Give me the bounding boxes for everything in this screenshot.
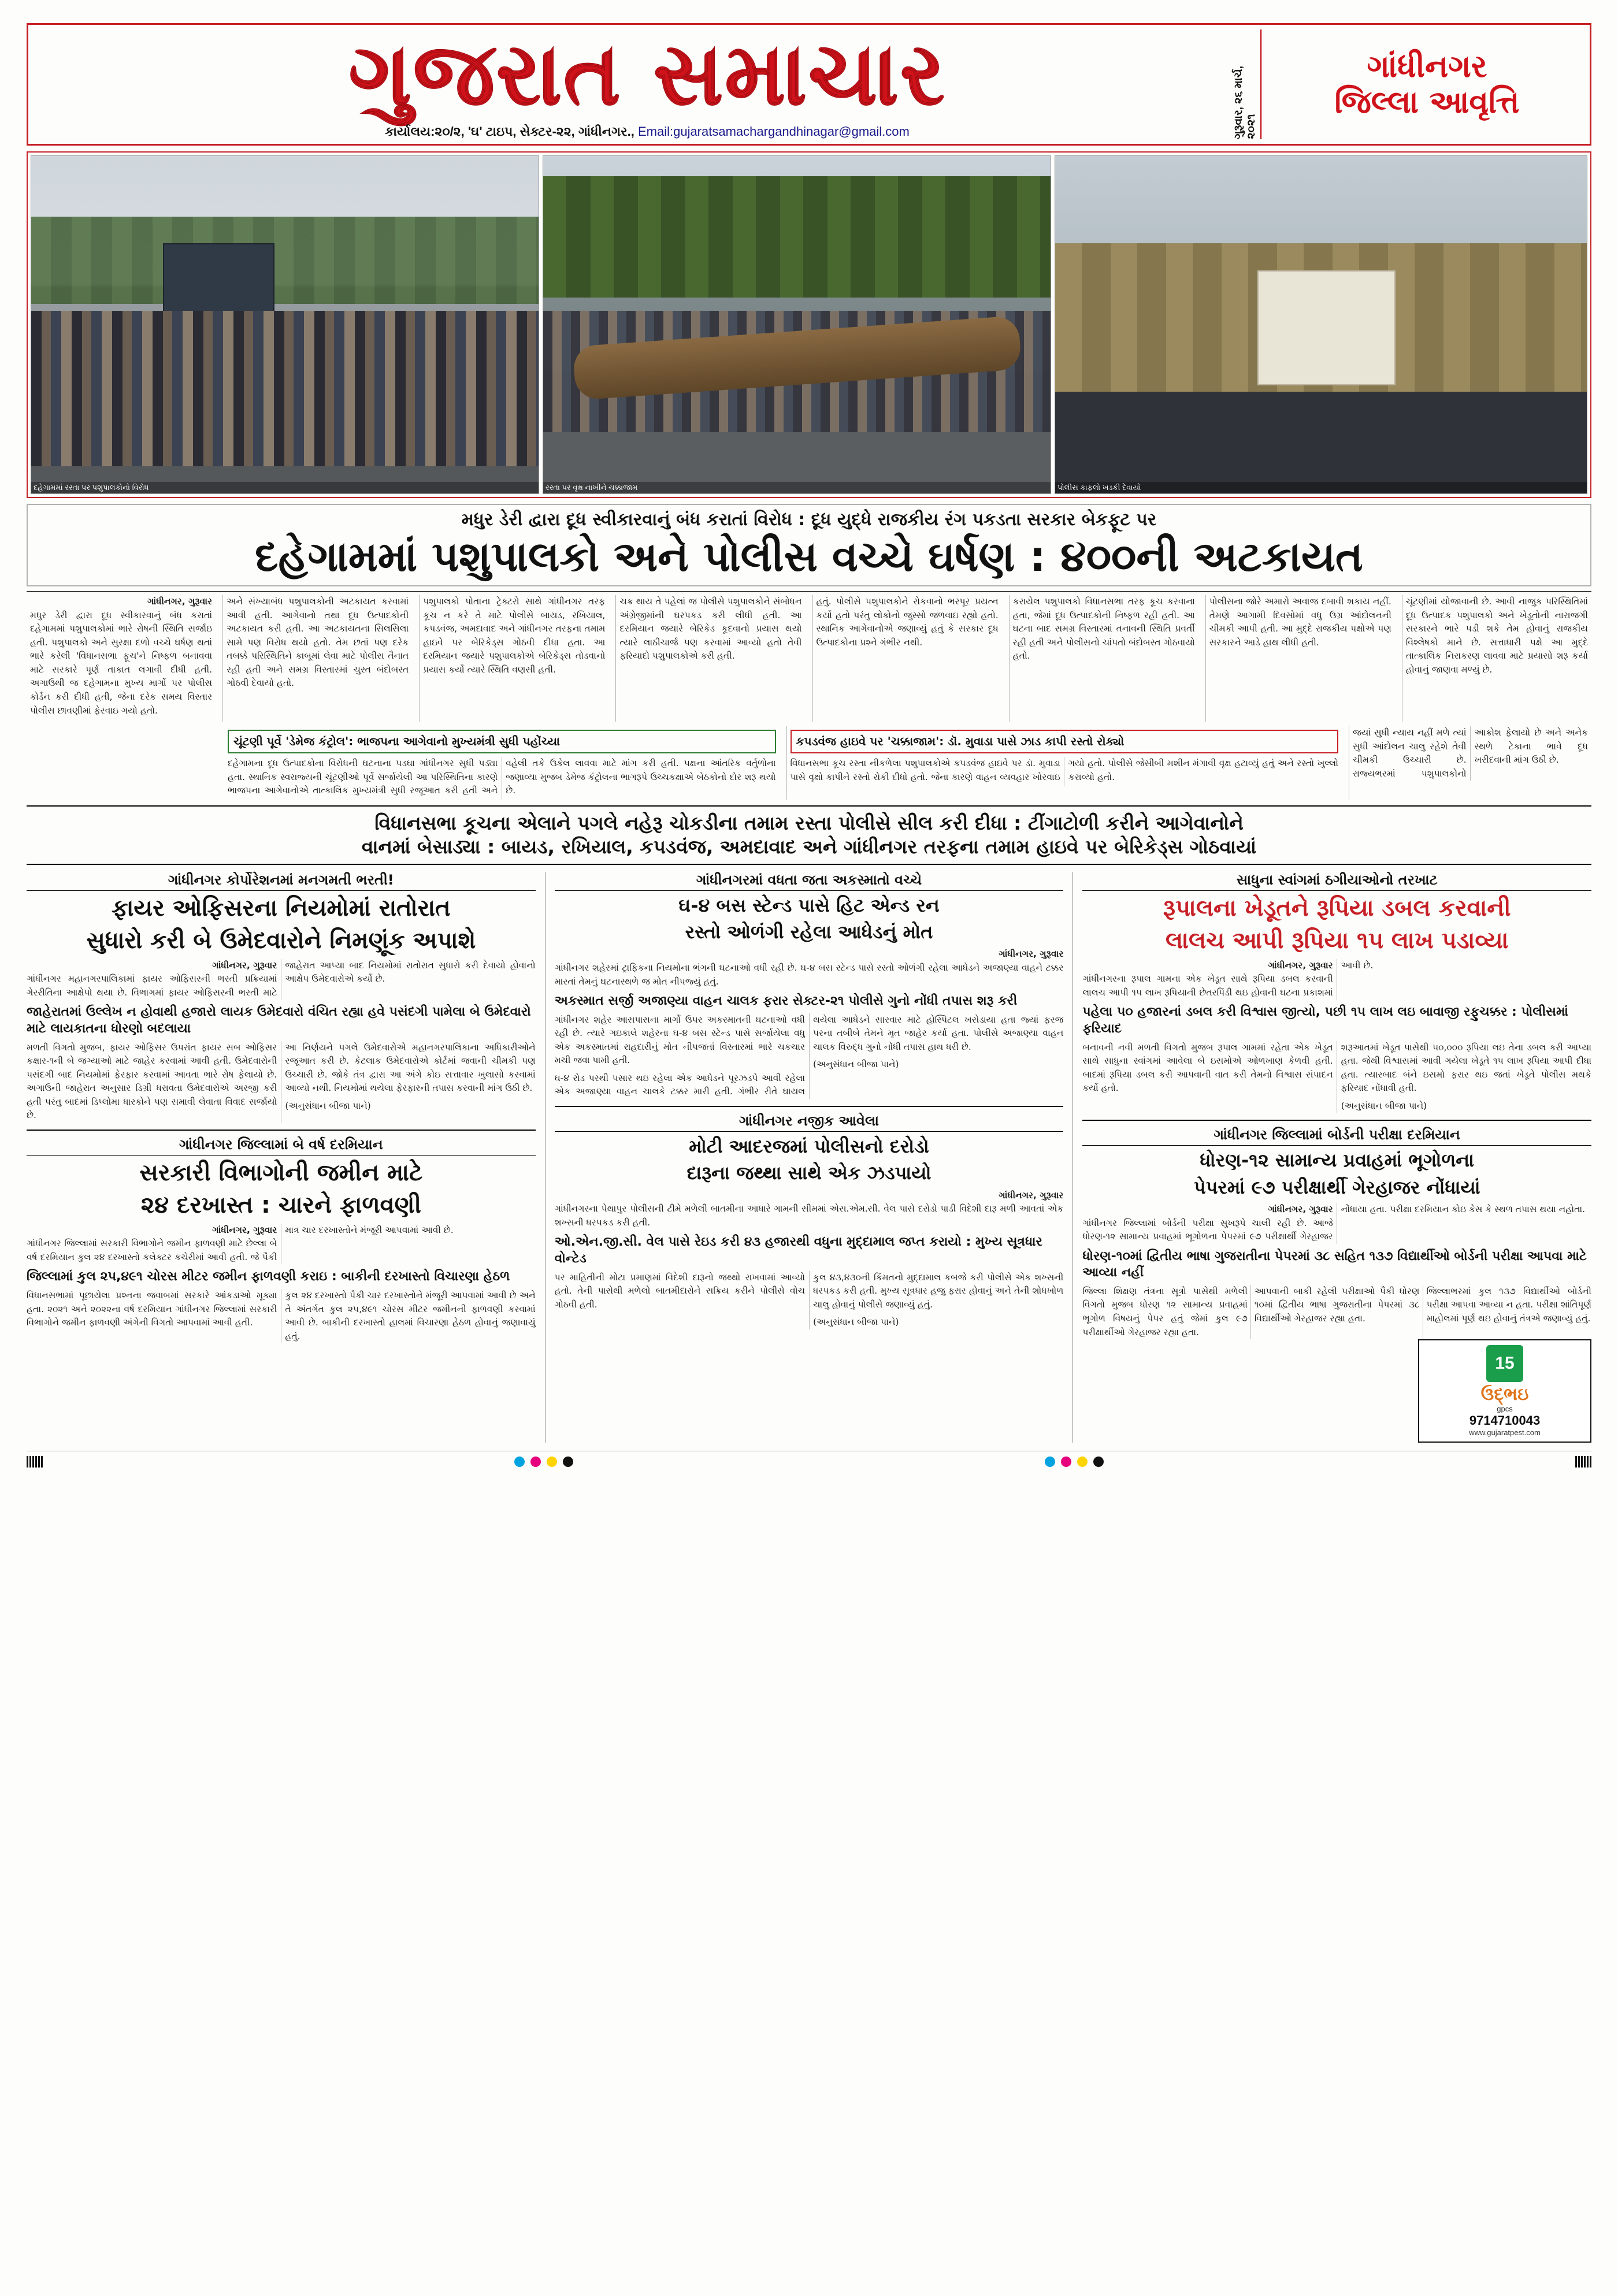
inset-chakkajam-text [791, 757, 1339, 786]
inset-ballot-box [228, 730, 776, 753]
article-subhead: જાહેરાતમાં ઉલ્લેખ ન હોવાથી હજારો લાયક ઉમેદવારો વંચિત રહ્યા હવે પસંદગી પામેલા બે ઉમેદવારો માટે લાયકાતના ધોરણો બદલાયા [27, 1005, 531, 1036]
inset-chakkajam [786, 726, 1342, 800]
article-liquor-raid [555, 1113, 1064, 1329]
article-subhead: અકસ્માત સર્જી અજાણ્યા વાહન ચાલક ફરાર સેક્ટર-૨૧ પોલીસે ગુનો નોંધી તપાસ શરૂ કરી [554, 994, 1018, 1009]
paragraph: જિલ્લા શિક્ષણ તંત્રના સૂત્રો પાસેથી મળેલી વિગતો મુજબ ધોરણ ૧૨ સામાન્ય પ્રવાહમાં ભૂગોળ વિષયનું પેપર હતું જેમાં કુલ ૯૭ પરીક્ષાર્થીઓ ગેરહાજર રહ્યા હતા. [1082, 1286, 1248, 1338]
paragraph: ચક્ર થાય તે પહેલાં જ પોલીસે પશુપાલકોને સંબોધન અંગ્રેજીમાંની ઘરપકડ કરી લીધી હતી. આ દરમિયાન જયારે બેરિકેડ કૂદવાનો પ્રયાસ થયો ત્યારે લાઠીચાર્જ પણ કરવામાં આવ્યો હતો તેવી ફરિયાદો પશુપાલકોએ કરી હતી. [619, 596, 802, 662]
article-intro [27, 959, 536, 1000]
lead-col-8-text [1406, 595, 1588, 677]
paragraph: ગાંધીનગર શહેર આસપાસના માર્ગો ઉપર અકસ્માતની ઘટનાઓ વધી રહી છે. ત્યારે ગઇકાલે શહેરના ઘ-૪ બસ સ્ટેન્ડ પાસે સર્જાયેલા વધુ એક અકસ્માતમાં રાહદારીનું મોત નીપજતાં વિસ્તારમાં ભારે ચકચાર મચી જવા પામી હતી. [554, 1014, 805, 1066]
inset-spacer-left [27, 726, 217, 800]
office-address: કાર્યાલય:૨૦/૨, 'ઘ' ટાઇપ, સેક્ટર-૨૨, ગાંધીનગર., [385, 124, 634, 139]
paragraph: ઘ-૪ રોડ પરથી પસાર થઇ રહેલા એક આધેડને પૂરઝડપે આવી રહેલા એક અજાણ્યા વાહન ચાલકે ટક્કર મારી હતી. ગંભીર રીતે ઘાયલ થયેલા આધેડને સારવાર માટે હોસ્પિટલ ખસેડાયા હતા જ્યાં ફરજ પરના તબીબે તેમને મૃત જાહેર કર્યા હતા. પોલીસે અજાણ્યા વાહન ચાલક વિરુદ્ધ ગુનો નોંધી તપાસ હાથ ધરી છે. [554, 1014, 1064, 1097]
lead-col-1 [27, 595, 216, 722]
lead-col-3 [419, 595, 608, 722]
paragraph: હતું. પોલીસે પશુપાલકોને રોકવાનો ભરપૂર પ્રયત્ન કર્યો હતો પરંતુ લોકોનો જુસ્સો જળવાઇ રહ્યો હતો. સ્થાનિક આગેવાનોએ જણાવ્યું હતું કે સરકાર દૂધ ઉત્પાદકોના પ્રશ્ને ગંભીર નથી. [816, 596, 999, 648]
magenta-dot [530, 1457, 541, 1467]
black-dot [1093, 1457, 1104, 1467]
masthead [27, 23, 1591, 146]
article-subhead: ધોરણ-૧૦માં દ્વિતીય ભાષા ગુજરાતીના પેપરમાં ૩૮ સહિત ૧૩૭ વિદ્યાર્થીઓ બોર્ડની પરીક્ષા આપવા માટે આવ્યા નહીં [1082, 1249, 1587, 1280]
ad-brand-name: ઉદ્ભઇ [1480, 1384, 1529, 1405]
color-registration-dots [514, 1457, 573, 1467]
ad-phone-number[interactable]: 9714710043 [1469, 1413, 1541, 1428]
inset-chakkajam-head: કપડવંજ હાઇવે પર 'ચક્કાજામ': ડૉ. મુવાડા પાસે ઝાડ કાપી રસ્તો રોક્યો [796, 734, 1125, 749]
yellow-dot [1077, 1457, 1088, 1467]
article-headline-line2: લાલચ આપી રૂપિયા ૧૫ લાખ પડાવ્યા [1165, 927, 1509, 954]
photo-caption: રસ્તા પર વૃક્ષ નાખીને ચક્કાજામ [543, 482, 1051, 493]
paragraph: ગાંધીનગર જિલ્લામાં સરકારી વિભાગોને જમીન ફાળવણી માટે છેલ્લા બે વર્ષ દરમિયાન કુલ ૨૪ દરખાસ્તો કલેક્ટર કચેરીમાં આવી હતી. જે પૈકી માત્ર ચાર દરખાસ્તોને મંજૂરી આપવામાં આવી છે. [27, 1224, 454, 1262]
paragraph: દહેગામના દૂધ ઉત્પાદકોના વિરોધની ઘટનાના પડઘા ગાંધીનગર સુધી પડ્યા હતા. સ્થાનિક સ્વરાજ્યની ચૂંટણીઓ પૂર્વે સર્જાયેલી આ પરિસ્થિતિના કારણે ભાજપના આગેવાનોએ તાત્કાલિક મુખ્યમંત્રી સુધી રજૂઆત કરી હતી અને વહેલી તકે ઉકેલ લાવવા માટે માંગ કરી હતી. પક્ષના આંતરિક વર્તુળોના જણાવ્યા મુજબ ડેમેજ કંટ્રોલના ભાગરૂપે ઉચ્ચકક્ષાએ બેઠકોનો દોર શરૂ થયો છે. [228, 758, 776, 796]
article-headline-line2: રસ્તો ઓળંગી રહેલા આધેડનું મોત [685, 921, 933, 943]
lead-col-1-text [30, 595, 212, 718]
jump-line: (અનુસંધાન બીજા પાને) [1341, 1100, 1427, 1111]
paragraph: ગાંધીનગરના પેથાપુર પોલીસની ટીમે મળેલી બાતમીના આધારે ગામની સીમમાં એસ.એમ.સી. વેલ પાસે દરોડો પાડી વિદેશી દારૂ મળી આવતાં એક શખ્સની ધરપકડ કરી હતી. [554, 1203, 1064, 1228]
dateline: ગાંધીનગર, ગુરૂવાર [212, 1224, 277, 1235]
divider [27, 591, 1591, 592]
advertisement[interactable] [1418, 1339, 1591, 1443]
article-kicker: ગાંધીનગર જિલ્લામાં બે વર્ષ દરમિયાન [27, 1136, 536, 1156]
paragraph: આ નિર્ણયને પગલે ઉમેદવારોએ મહાનગરપાલિકાના અધિકારીઓને રજૂઆત કરી છે. કેટલાક ઉમેદવારોએ કોર્ટમાં જવાની ચીમકી પણ ઉચ્ચારી છે. જોકે તંત્ર દ્વારા આ અંગે કોઇ સત્તાવાર ખુલાસો કરવામાં આવ્યો નથી. નિયમોમાં થયેલા ફેરફારની તપાસ કરવાની માંગ ઉઠી છે. [285, 1042, 536, 1094]
lead-col-8 [1402, 595, 1591, 722]
article-body [1082, 1041, 1591, 1113]
paragraph: કરાયેલ પશુપાલકો વિધાનસભા તરફ કૂચ કરવાના હતા, જેમાં દૂધ ઉત્પાદકોની નિષ્ફળ રહી હતી. આ ઘટના બાદ સમગ્ર વિસ્તારમાં તનાવની સ્થિતિ પ્રવર્તી રહી હતી અને પોલીસનો ચાંપતો બંદોબસ્ત ગોઠવાયો હતો. [1012, 596, 1195, 662]
lead-col-2-text [227, 595, 409, 690]
paragraph: ગાંધીનગર જિલ્લામાં બોર્ડની પરીક્ષા સુખરૂપે ચાલી રહી છે. આજે ધોરણ-૧૨ સામાન્ય પ્રવાહમાં ભૂગોળના પેપરમાં ૯૭ પરીક્ષાર્થી ગેરહાજર નોંધાયા હતા. પરીક્ષા દરમિયાન કોઇ કેસ કે સ્થળ તપાસ થયા નહોતા. [1082, 1204, 1586, 1242]
jump-line: (અનુસંધાન બીજા પાને) [813, 1059, 899, 1070]
protest-photo [31, 155, 539, 494]
dateline: ગાંધીનગર, ગુરૂવાર [212, 960, 277, 971]
article-kicker: સાધુના સ્વાંગમાં ઠગીયાઓનો તરખાટ [1082, 872, 1591, 891]
paragraph: શરૂઆતમાં ખેડૂત પાસેથી ૫૦,૦૦૦ રૂપિયા લઇ તેના ડબલ કરી આપ્યા હતા. જેથી વિશ્વાસમાં આવી ગયેલા ખેડૂતે ૧૫ લાખ રૂપિયા આપી દીધા હતા. ત્યારબાદ બંને ઇસમો ફરાર થઇ જતાં ખેડૂતે પોલીસ મથકે ફરિયાદ નોંધાવી હતી. [1341, 1042, 1591, 1094]
inset-ballot-head: ચૂંટણી પૂર્વે 'ડેમેજ કંટ્રોલ': ભાજપના આગેવાનો મુખ્યમંત્રી સુધી પહોંચ્યા [233, 734, 560, 749]
article-headline-line1: મોટી આદરજમાં પોલીસનો દરોડો [689, 1135, 929, 1157]
lead-col-7 [1205, 595, 1395, 722]
article-land-allotment [27, 1136, 536, 1343]
dateline: ગાંધીનગર, ગુરૂવાર [999, 1190, 1064, 1201]
inset-ballot-control [224, 726, 780, 800]
photo-caption: પોલીસ કાફલો ખડકી દેવાયો [1055, 482, 1587, 493]
dateline: ગાંધીનગર, ગુરૂવાર [1268, 960, 1333, 971]
masthead-office-line [385, 124, 910, 139]
divider [1082, 1120, 1591, 1121]
secondary-banner-line2: વાનમાં બેસાડ્યા : બાયડ, રખિયાલ, કપડવંજ, અમદાવાદ અને ગાંધીનગર તરફના તમામ હાઇવે પર બેરિકેડ્સ ગોઠવાયાં [361, 835, 1257, 859]
article-headline-line1: રૂપાલના ખેડૂતને રૂપિયા ડબલ કરવાની [1163, 894, 1511, 922]
page-footer [27, 1451, 1591, 1467]
paragraph: પશુપાલકો પોતાના ટ્રેક્ટરો સાથે ગાંધીનગર તરફ કૂચ ન કરે તે માટે પોલીસે બાયડ, રખિયાલ, કપડવંજ, અમદાવાદ અને ગાંધીનગર તરફના તમામ હાઇવે પર બેરિકેડ્સ ગોઠવી દીધા હતા. આ દરમિયાન જયારે પશુપાલકોએ બેરિકેડ્સ તોડવાનો પ્રયાસ કર્યો ત્યારે સ્થિતિ વણસી હતી. [423, 596, 606, 675]
article-body [27, 1289, 536, 1343]
article-subhead: જિલ્લામાં કુલ ૨૫,૪૯૧ ચોરસ મીટર જમીન ફાળવણી કરાઇ : બાકીની દરખાસ્તો વિચારણા હેઠળ [27, 1269, 510, 1284]
edition-label: જિલ્લા આવૃત્તિ [1334, 83, 1520, 120]
edition-city: ગાંધીનગર [1367, 47, 1487, 84]
article-subhead: ઓ.એન.જી.સી. વેલ પાસે રેઇડ કરી ૪૩ હજારથી વધુના મુદ્દામાલ જપ્ત કરાયો : મુખ્ય સૂત્રધાર વોન્ટેડ [554, 1235, 1042, 1266]
paragraph: વિધાનસભા કૂચ રસ્તા નીકળેલા પશુપાલકોએ કપડવંજ હાઇવે પર ડૉ. મુવાડા પાસે વૃક્ષો કાપીને રસ્તો રોકી દીધો હતો. જેના કારણે વાહન વ્યવહાર ખોરવાઇ ગયો હતો. પોલીસે જેસીબી મશીન મંગાવી વૃક્ષ હટાવ્યું હતું અને રસ્તો ખુલ્લો કરાવ્યો હતો. [790, 758, 1338, 782]
secondary-banner [27, 805, 1591, 865]
magenta-dot [1061, 1457, 1071, 1467]
article-subhead: પહેલા ૫૦ હજારનાં ડબલ કરી વિશ્વાસ જીત્યો, પછી ૧૫ લાખ લઇ બાવાજી રફુચક્કર : પોલીસમાં ફરિયાદ [1082, 1005, 1568, 1036]
article-intro [27, 1224, 536, 1265]
article-intro [555, 948, 1064, 989]
dateline: ગાંધીનગર, ગુરૂવાર [147, 596, 213, 607]
newspaper-title: ગુજરાત સમાચાર [348, 24, 946, 125]
article-headline-line2: દારૂના જથ્થા સાથે એક ઝડપાયો [686, 1162, 932, 1184]
cyan-dot [1045, 1457, 1055, 1467]
lead-col-4-text [619, 595, 801, 663]
article-headline-line1: ઘ-૪ બસ સ્ટેન્ડ પાસે હિટ એન્ડ રન [678, 894, 940, 916]
paragraph: અને સંખ્યાબંધ પશુપાલકોની અટકાયત કરવામાં આવી હતી. આગેવાનો તથા દૂધ ઉત્પાદકોની અટકાયત કરી હતી. આ અટકાયતના સિલસિલા સામે પણ વિરોધ થયો હતો. તેમ છતાં પણ દરેક તબક્કે પરિસ્થિતિને કાબૂમાં લેવા માટે પોલીસ તૈનાત રહી હતી અને સમગ્ર વિસ્તારમાં ચુસ્ત બંદોબસ્ત ગોઠવી દેવાયો હતો. [227, 596, 409, 689]
divider [27, 1130, 536, 1131]
article-hit-and-run [555, 872, 1064, 1099]
color-registration-dots-2 [1045, 1457, 1104, 1467]
paragraph: ચૂંટણીમાં યોજાવાની છે. આવી નાજુક પરિસ્થિતિમાં દૂધ ઉત્પાદક પશુપાલકો અને ખેડૂતોની નારાજગી સરકારને ભારે પડી શકે તેમ હોવાનું રાજકીય વિશ્લેષકો માને છે. સત્તાધારી પક્ષે આ મુદ્દે તાત્કાલિક નિરાકરણ લાવવા માટે પ્રયાસો શરૂ કર્યા હોવાનું જાણવા મળ્યું છે. [1405, 596, 1588, 675]
article-headline-line1: સરકારી વિભાગોની જમીન માટે [139, 1159, 423, 1186]
photo-sack [1257, 270, 1396, 385]
photo-trees [543, 176, 1051, 298]
ad-website[interactable]: www.gujaratpest.com [1469, 1428, 1541, 1437]
lead-col-6 [1009, 595, 1198, 722]
photo-foreground [1055, 392, 1587, 493]
paragraph: આપવાની બાકી રહેલી પરીક્ષાઓ પૈકી ધોરણ ૧૦માં દ્વિતીય ભાષા ગુજરાતીના પેપરમાં ૩૮ વિદ્યાર્થીઓ ગેરહાજર રહ્યા હતા. [1254, 1286, 1420, 1324]
registration-marks-left [27, 1456, 43, 1467]
secondary-banner-line1: વિધાનસભા કૂચના એલાને પગલે નહેરૂ ચોકડીના તમામ રસ્તા પોલીસે સીલ કરી દીધા : ટીંગાટોળી કરીને આગેવાનોને [374, 812, 1244, 835]
paragraph: ગાંધીનગર મહાનગરપાલિકામાં ફાયર ઓફિસરની ભરતી પ્રક્રિયામાં ગેરરીતિના આક્ષેપો થયા છે. વિભાગમાં ફાયર ઓફિસરની ભરતી માટે જાહેરાત આપ્યા બાદ નિયમોમાં રાતોરાત સુધારો કરી દેવાયો હોવાનો આક્ષેપ ઉમેદવારોએ કર્યો છે. [27, 960, 536, 998]
lead-headline: દહેગામમાં પશુપાલકો અને પોલીસ વચ્ચે ઘર્ષણ : ૪૦૦ની અટકાયત [255, 532, 1363, 581]
lead-body [27, 595, 1591, 722]
paragraph: જયાં સુધી ન્યાય નહીં મળે ત્યાં સુધી આંદોલન ચાલુ રહેશે તેવી ચીમકી ઉચ્ચારી છે. રાજ્યભરમાં પશુપાલકોનો આક્રોશ ફેલાયો છે અને અનેક સ્થળે ટેકાના ભાવે દૂધ ખરીદવાની માંગ ઉઠી છે. [1353, 727, 1588, 779]
masthead-left [34, 24, 1260, 139]
article-headline-line1: ધોરણ-૧૨ સામાન્ય પ્રવાહમાં ભૂગોળના [1200, 1149, 1474, 1172]
article-kicker: ગાંધીનગરમાં વધતા જતા અકસ્માતો વચ્ચે [555, 872, 1064, 891]
paragraph: વિધાનસભામાં પૂછાયેલા પ્રશ્નના જવાબમાં સરકારે આંકડાઓ મૂક્યા હતા. ૨૦૨૧ અને ૨૦૨૨ના વર્ષ દરમિયાન ગાંધીનગર જિલ્લામાં સરકારી વિભાગોને જમીન ફાળવણી અંગેની વિગતો આપવામાં આવી હતી. [27, 1290, 277, 1328]
photo-crowd [31, 311, 539, 466]
paragraph: મધુર ડેરી દ્વારા દૂધ સ્વીકારવાનું બંધ કરાતાં દહેગામમાં પશુપાલકોમાં ભારે રોષની સ્થિતિ સર્જાઇ હતી. પશુપાલકો અને સુરક્ષા દળો વચ્ચે ઘર્ષણ થતાં ભારે કરેલી 'વિધાનસભા ફૂચ'ને નિષ્ફળ બનાવવા માટે સરકારે પૂર્ણ તાકાત લગાવી દીધી હતી. અગાઉથી જ દહેગામના મુખ્ય માર્ગો પર પોલીસ કોર્ડન કરી દીધી હતી, જેના દરેક સમય વિસ્તાર પોલીસ છાવણીમાં ફેરવાઇ ગયો હતો. [30, 610, 213, 716]
publication-date: ગુરૂવાર, ૨૬ માર્ચ, ૨૦૨૧ [1233, 66, 1257, 139]
article-intro [1082, 959, 1591, 1000]
lower-col-right [1073, 872, 1591, 1443]
inset-extra-text [1353, 726, 1588, 781]
ad-brand-sub: gpcs [1497, 1405, 1513, 1414]
lower-col-left [27, 872, 536, 1443]
paragraph: પર માહિતીની મોટા પ્રમાણમાં વિદેશી દારૂનો જથ્થો રાખવામાં આવ્યો હતો. તેની પાસેથી મળેલો બાતમીદારોને સક્રિય કરીને પોલીસે વોચ ગોઠવી હતી. [554, 1272, 805, 1310]
lower-section [27, 872, 1591, 1443]
paragraph: કુલ ૪૩,૪૩૦ની કિંમતનો મુદ્દામાલ કબજે કરી પોલીસે એક શખ્સની ધરપકડ કરી હતી. મુખ્ય સૂત્રધાર હજુ ફરાર હોવાનું અને તેની શોધખોળ ચાલુ હોવાનું પોલીસે જણાવ્યું હતું. [813, 1272, 1064, 1310]
paragraph: જિલ્લાભરમાં કુલ ૧૩૭ વિદ્યાર્થીઓ બોર્ડની પરીક્ષા આપવા આવ્યા ન હતા. પરીક્ષા શાંતિપૂર્ણ માહોલમાં પૂર્ણ થઇ હોવાનું તંત્રએ જણાવ્યું હતું. [1426, 1286, 1591, 1324]
fallen-tree-photo [543, 155, 1051, 494]
article-kicker: ગાંધીનગર જિલ્લામાં બોર્ડની પરીક્ષા દરમિયાન [1082, 1127, 1591, 1146]
lead-col-3-text [423, 595, 605, 677]
paragraph: ગાંધીનગર શહેરમાં ટ્રાફિકના નિયમોના ભંગની ઘટનાઓ વધી રહી છે. ઘ-૪ બસ સ્ટેન્ડ પાસે રસ્તો ઓળંગી રહેલા આધેડને અજાણ્યા વાહને ટક્કર મારતાં તેમનું ઘટનાસ્થળે જ મોત નીપજ્યું હતું. [554, 963, 1064, 987]
paragraph: પોલીસના જોરે અમારો અવાજ દબાવી શકાય નહીં. તેમણે આગામી દિવસોમાં વધુ ઉગ્ર આંદોલનની ચીમકી આપી હતી. આ મુદ્દે રાજકીય પક્ષોએ પણ સરકારને આડે હાથ લીધી હતી. [1209, 596, 1391, 648]
lead-col-5 [812, 595, 1002, 722]
dateline: ગાંધીનગર, ગુરૂવાર [999, 949, 1064, 960]
lead-kicker: મધુર ડેરી દ્વારા દૂધ સ્વીકારવાનું બંધ કરાતાં વિરોધ : દૂધ યુદ્ધે રાજકીય રંગ પકડતા સરકાર બેકફૂટ પર [461, 509, 1157, 530]
black-dot [563, 1457, 573, 1467]
lead-insets [27, 726, 1591, 800]
photo-caption: દહેગામમાં રસ્તા પર પશુપાલકોનો વિરોધ [31, 482, 539, 493]
photo-trees [31, 217, 539, 304]
police-photo [1055, 155, 1587, 494]
article-body [1082, 1285, 1591, 1339]
inset-chakkajam-box [791, 730, 1339, 753]
masthead-edition [1260, 29, 1584, 139]
lead-col-7-text [1209, 595, 1391, 649]
article-intro [555, 1189, 1064, 1230]
ad-badge: 15 [1486, 1345, 1523, 1382]
article-headline-line2: સુધારો કરી બે ઉમેદવારોને નિમણૂંક અપાશે [86, 927, 476, 954]
article-headline-line2: ૨૪ દરખાસ્ત : ચારને ફાળવણી [140, 1191, 421, 1218]
article-headline-line2: પેપરમાં ૯૭ પરીક્ષાર્થી ગેરહાજર નોંધાયાં [1193, 1176, 1480, 1198]
article-intro [1082, 1203, 1591, 1244]
photo-strip [27, 151, 1591, 498]
dateline: ગાંધીનગર, ગુરૂવાર [1268, 1204, 1333, 1215]
paragraph: મળતી વિગતો મુજબ, ફાયર ઓફિસર ઉપરાંત ફાયર સબ ઓફિસર કક્ષાર-૧ની બે જગ્યાઓ માટે જાહેર કરવામાં આવી હતી. ઉમેદવારોની પસંદગી બાદ નિયમોમાં ફેરફાર કરવામાં આવતા ભારે રોષ ફેલાયો છે. અગાઉની જાહેરાત અનુસાર ડિગ્રી ધરાવતા ઉમેદવારોએ અરજી કરી હતી પરંતુ બાદમાં ડિપ્લોમા ધારકોને પણ સમાવી લેવાતા વિવાદ સર્જાયો છે. [27, 1042, 277, 1121]
cyan-dot [514, 1457, 525, 1467]
lead-col-2 [222, 595, 412, 722]
office-email[interactable]: Email:gujaratsamachargandhinagar@gmail.com [637, 124, 910, 139]
lead-col-4 [615, 595, 805, 722]
article-board-exam [1082, 1127, 1591, 1443]
article-headline-line1: ફાયર ઓફિસરના નિયમોમાં રાતોરાત [112, 894, 451, 922]
article-sadhu-fraud [1082, 872, 1591, 1113]
lower-col-middle [545, 872, 1064, 1443]
inset-extra [1349, 726, 1591, 800]
lead-col-5-text [817, 595, 999, 649]
article-body [555, 1271, 1064, 1329]
lead-kicker-box [27, 504, 1591, 587]
yellow-dot [547, 1457, 557, 1467]
paragraph: કુલ ૨૪ દરખાસ્તો પૈકી ચાર દરખાસ્તોને મંજૂરી આપવામાં આવી છે અને તે અંતર્ગત કુલ ૨૫,૪૯૧ ચોરસ મીટર જમીનની ફાળવણી કરવામાં આવી છે. બાકીની દરખાસ્તો હાલમાં વિચારણા હેઠળ હોવાનું જણાવાયું હતું. [285, 1290, 536, 1342]
paragraph: ગાંધીનગરના રૂપાલ ગામના એક ખેડૂત સાથે રૂપિયા ડબલ કરવાની લાલચ આપી ૧૫ લાખ રૂપિયાની છેતરપિંડી થઇ હોવાની ઘટના પ્રકાશમાં આવી છે. [1082, 960, 1374, 998]
inset-ballot-text [228, 757, 776, 800]
lead-col-6-text [1013, 595, 1195, 663]
article-body [555, 1013, 1064, 1099]
article-kicker: ગાંધીનગર નજીક આવેલા [555, 1113, 1064, 1132]
paragraph: બનાવની નવી મળતી વિગતો મુજબ રૂપાલ ગામમાં રહેતા એક ખેડૂત સાથે સાધુના સ્વાંગમાં આવેલા બે ઇસમોએ ઓળખાણ કેળવી હતી. બાદમાં રૂપિયા ડબલ કરી આપવાની વાત કરી તેમનો વિશ્વાસ સંપાદન કર્યો હતો. [1082, 1042, 1333, 1094]
jump-line: (અનુસંધાન બીજા પાને) [813, 1317, 899, 1328]
article-body [27, 1041, 536, 1123]
jump-line: (અનુસંધાન બીજા પાને) [285, 1100, 371, 1111]
divider [555, 1106, 1064, 1107]
article-fire-officer [27, 872, 536, 1123]
article-kicker: ગાંધીનગર કોર્પોરેશનમાં મનગમતી ભરતી! [27, 872, 536, 891]
registration-marks-right [1575, 1456, 1591, 1467]
